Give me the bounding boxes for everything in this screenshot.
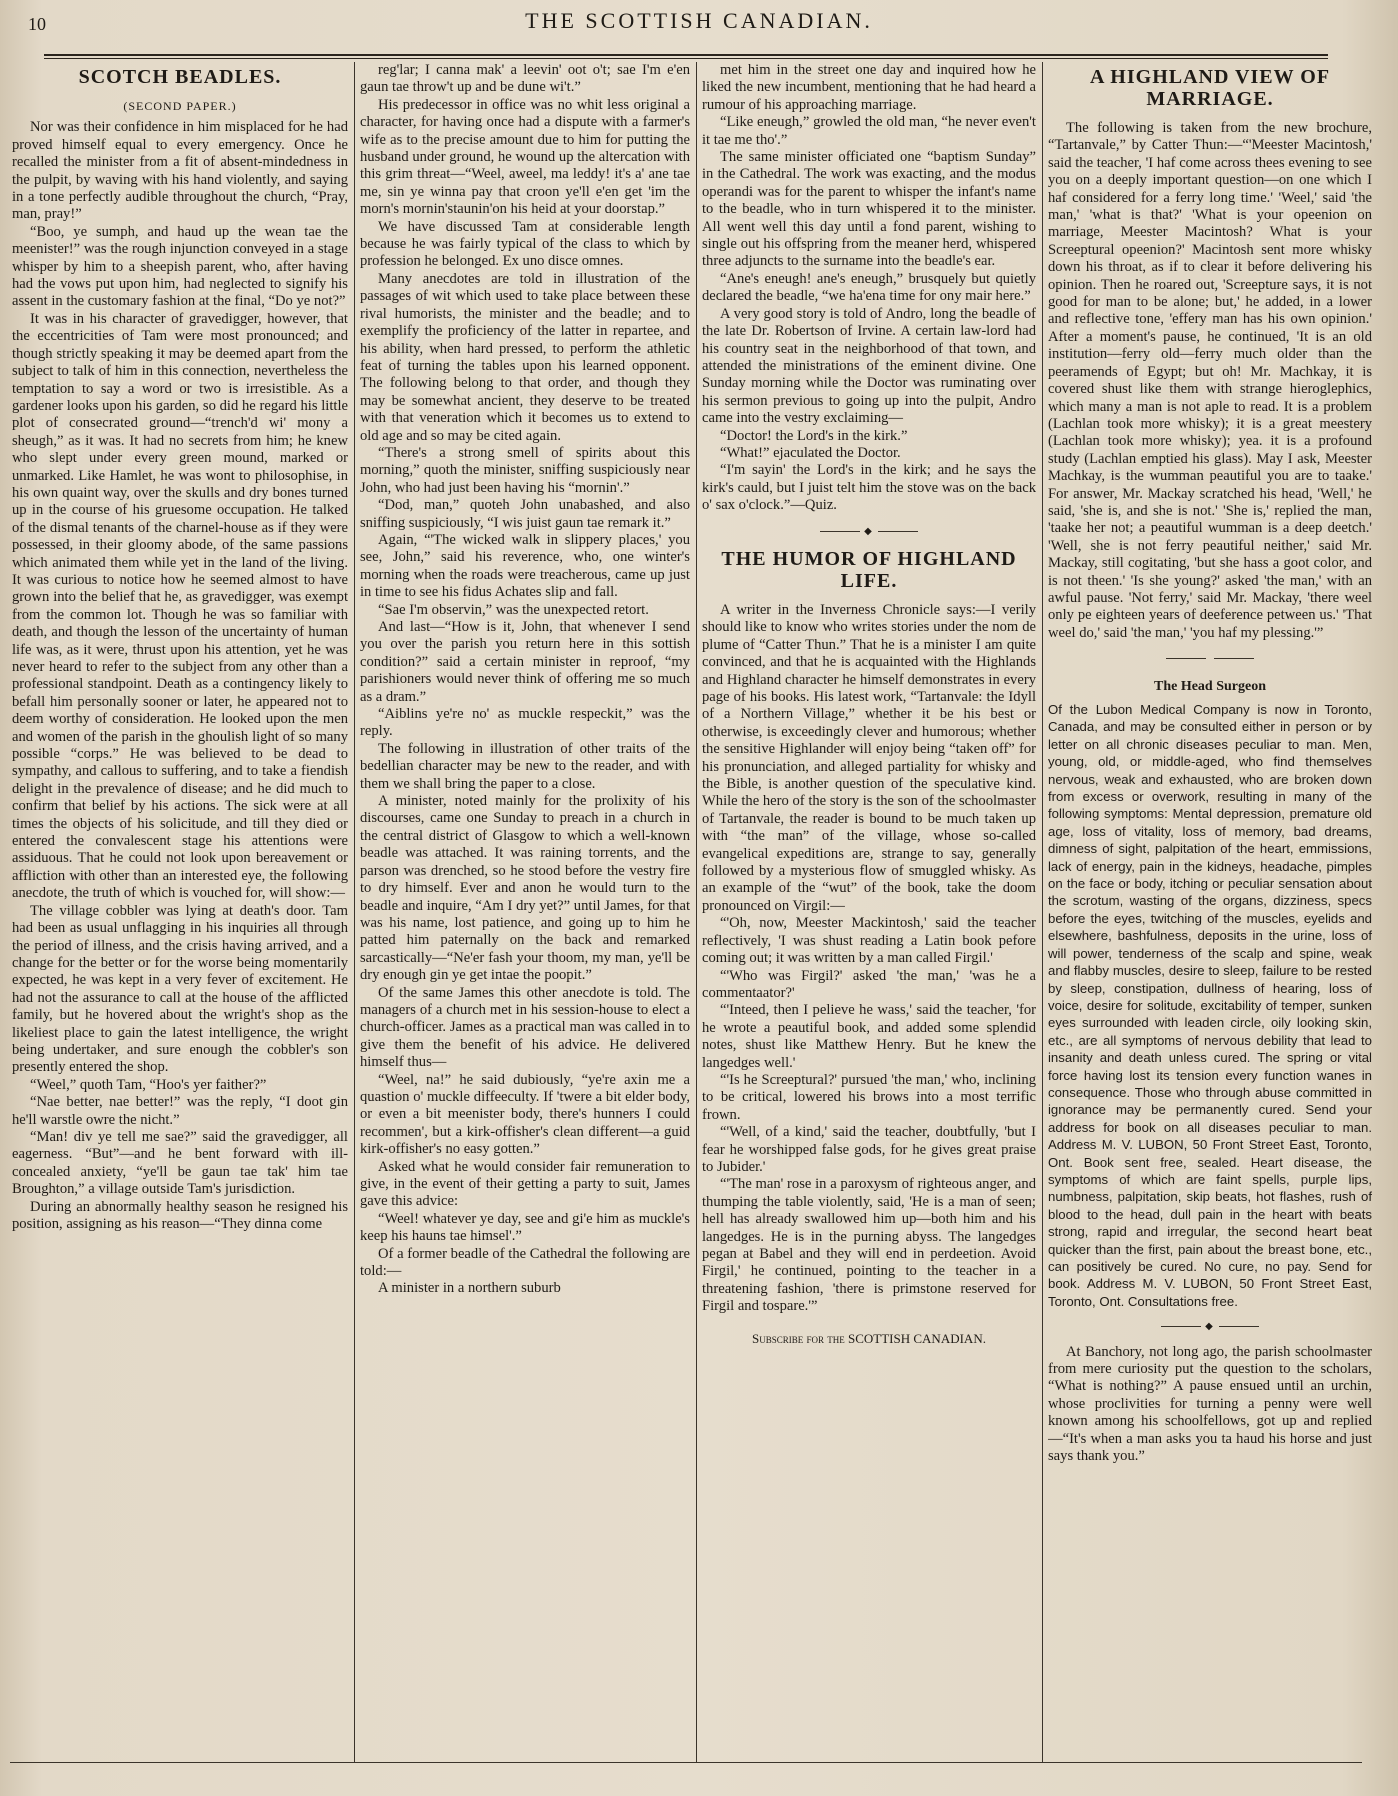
paragraph: Asked what he would consider fair remuneration to give, in the event of their getting a party to suit, James gave this advice: <box>360 1158 690 1210</box>
masthead: THE SCOTTISH CANADIAN. <box>525 8 873 33</box>
advertisement <box>1048 701 1372 1310</box>
ad-title: The Head Surgeon <box>1153 678 1266 694</box>
paragraph: “Ane's eneugh! ane's eneugh,” brusquely but quietly declared the beadle, “we ha'ena time for ony mair here.” <box>702 270 1036 305</box>
paragraph: We have discussed Tam at considerable length because he was fairly typical of the class to which by profession he belonged. Ex uno disce omnes. <box>360 218 690 270</box>
article-title-scotch-beadles: SCOTCH BEADLES. <box>78 66 282 88</box>
paragraph: “Doctor! the Lord's in the kirk.” <box>720 427 908 444</box>
paragraph: The same minister officiated one “baptism Sunday” in the Cathedral. The work was exacting, and the modus operandi was for the parent to whisper the infant's name to the beadle, who in turn whispered it to the minister. All went well this day until a fond parent, wishing to single out his offspring from the meaner herd, whispered three adjuncts to the surname into the beadle's ear. <box>702 149 1036 270</box>
paragraph: “There's a strong smell of spirits about this morning,” quoth the minister, sniffing suspiciously near John, who had just been having his “mornin'.” <box>360 444 690 496</box>
paragraph: “I'm sayin' the Lord's in the kirk; and he says the kirk's cauld, but I juist telt him the stove was on the back o' sax o'clock.”—Quiz. <box>702 462 1036 514</box>
paragraph: “Boo, ye sumph, and haud up the wean tae the meenister!” was the rough injunction conveyed in a stage whisper by him to a sheepish parent, who, after having had the vows put upon him, had neglected to signify his assent in the customary fashion at the final, “Do ye not?” <box>12 223 348 310</box>
columns <box>10 62 1372 1762</box>
paragraph: “'Inteed, then I pelieve he wass,' said the teacher, 'for he wrote a peautiful book, and added some splendid notes, shust like Matthew Henry. But he knew the langedges well.' <box>702 1002 1036 1071</box>
paragraph: “'The man' rose in a paroxysm of righteous anger, and thumping the table violently, said, 'He is a man of seen; hell has already swallowed him up—both him and his langedges. He is in the purning abyss. The langedges pegan at Babel and they will end in perdeetion. Avoid Firgil,' he continued, pointing to the teacher in a threatening fashion, 'there is primstone reserved for Firgil and tospare.'” <box>702 1176 1036 1315</box>
footer-rule <box>10 1762 1362 1763</box>
section-divider <box>1048 650 1372 667</box>
subscribe-note: Subscribe for the SCOTTISH CANADIAN. <box>752 1330 986 1346</box>
paragraph: Again, “'The wicked walk in slippery places,' you see, John,” said his reverence, who, one winter's morning when the roads were treacherous, came up just in time to see his fidus Achates slip and fall. <box>360 531 690 601</box>
column-divider <box>354 62 355 1762</box>
header-rule <box>44 54 1328 56</box>
paragraph: His predecessor in office was no whit less original a character, for having once had a dispute with a farmer's wife as to the precise amount due to him for putting the husband under ground, he wound up the altercation with this grim threat—“Weel, aweel, ma leddy! it's a' ane tae me, sin ye winna pay that croon ye'll e'en get 'im the morn's mornin'staunin'on his heid at your doorstap.” <box>360 96 690 218</box>
paragraph: A minister, noted mainly for the prolixity of his discourses, came one Sunday to preach in a church in the central district of Glasgow to which a well-known beadle was attached. It was raining torrents, and the parson was drenched, so he stood before the vestry fire to dry himself. Ever and anon he would turn to the beadle and inquire, “Am I dry yet?” until James, for that was his name, lost patience, and going up to him he patted him paternally on the back and remarked sarcastically—“Ne'er fash your thoom, my man, ye'll be dry enough gin ye get intae the poopit.” <box>360 793 690 984</box>
paragraph: Of a former beadle of the Cathedral the following are told:— <box>360 1245 690 1280</box>
paragraph: “Nae better, nae better!” was the reply, “I doot gin he'll warstle owre the nicht.” <box>12 1094 348 1128</box>
article-body <box>702 602 1036 1316</box>
paragraph: “Sae I'm observin,” was the unexpected retort. <box>378 601 649 618</box>
article-body <box>360 62 690 1298</box>
paragraph: And last—“How is it, John, that whenever I send you over the parish you return here in this sottish condition?” said a certain minister in reproof, “my parishioners would never think of offering me so much as a dram.” <box>360 619 690 705</box>
paragraph: “'Oh, now, Meester Mackintosh,' said the teacher reflectively, 'I was shust reading a Latin book pefore coming out; it was written by a man called Firgil.' <box>702 915 1036 967</box>
article-body <box>702 62 1036 515</box>
section-divider: ◆ <box>1048 1318 1372 1335</box>
article-body <box>1048 120 1372 642</box>
paragraph: Of the same James this other anecdote is told. The managers of a church met in his session-house to elect a church-officer. James as a practical man was called in to give them the benefit of his advice. He delivered himself thus— <box>360 984 690 1071</box>
section-divider: ◆ <box>702 523 1036 540</box>
paragraph: Of the Lubon Medical Company is now in Toronto, Canada, and may be consulted either in person or by letter on all chronic diseases peculiar to man. Men, young, old, or middle-aged, who find themselves nervous, weak and exhausted, who are broken down from excess or overwork, resulting in many of the following symptoms: Mental depression, premature old age, loss of vitality, loss of memory, bad dreams, dimness of sight, palpitation of the heart, emmissions, lack of energy, pain in the kidneys, headache, pimples on the face or body, itching or peculiar sensation about the scrotum, wasting of the organs, dizziness, specs before the eyes, twitching of the muscles, eyelids and elsewhere, bashfulness, deposits in the urine, loss of will power, tenderness of the scalp and spine, weak and flabby muscles, desire to sleep, failure to be rested by sleep, constipation, dullness of hearing, loss of voice, desire for solitude, excitability of temper, sunken eyes surrounded with leaden circle, oily looking skin, etc., are all symptoms of nervous debility that lead to insanity and death unless cured. The spring or vital force having lost its tension every function wanes in consequence. Those who through abuse committed in ignorance may be permanently cured. Send your address for book on all diseases peculiar to man. Address M. V. LUBON, 50 Front Street East, Toronto, Ont. Book sent free, sealed. Heart disease, the symptoms of which are faint spells, purple lips, numbness, palpitation, skip beats, hot flashes, rush of blood to the head, dull pain in the heart with beats strong, rapid and irregular, the second heart beat quicker than the first, pain about the breast bone, etc., can positively be cured. No cure, no pay. Send for book. Address M. V. LUBON, 50 Front Street East, Toronto, Ont. Consultations free. <box>1048 702 1372 1309</box>
header-rule-thin <box>44 58 1328 59</box>
paragraph: “'Is he Screeptural?' pursued 'the man,' who, inclining to be critical, lowered his brows into a most terrific frown. <box>702 1071 1036 1123</box>
paragraph: “Dod, man,” quoteh John unabashed, and also sniffing suspiciously, “I wis juist gaun tae remark it.” <box>360 497 690 531</box>
column-2 <box>360 62 690 1762</box>
paragraph: At Banchory, not long ago, the parish schoolmaster from mere curiosity put the question to the scholars, “What is nothing?” A pause ensued until an urchin, whose proclivities for turning a penny were well known among his schoolfellows, got up and replied—“It's when a man asks you ta haud his horse and just says thank you.” <box>1048 1343 1372 1465</box>
article-subtitle: (SECOND PAPER.) <box>123 99 237 113</box>
column-divider <box>696 62 697 1762</box>
paragraph: “Aiblins ye're no' as muckle respeckit,” was the reply. <box>360 706 690 740</box>
article-title-marriage: A HIGHLAND VIEW OF MARRIAGE. <box>1089 66 1331 110</box>
article-body <box>1048 1344 1372 1466</box>
column-divider <box>1042 62 1043 1762</box>
paragraph: “Weel, na!” he said dubiously, “ye're axin me a quastion o' muckle diffeeculty. If 'twere a bit elder body, or even a bit meenister body, there's hunners I could recommen', but a kirk-offisher's clean different—a guid kirk-offisher's no easy gotten.” <box>360 1071 690 1158</box>
paragraph: A minister in a northern suburb <box>378 1280 561 1297</box>
paragraph: “Weel! whatever ye day, see and gi'e him as muckle's keep his hauns tae himsel'.” <box>360 1210 690 1245</box>
paragraph: The following is taken from the new brochure, “Tartanvale,” by Catter Thun:—“'Meester Macintosh,' said the teacher, 'I haf come across thees evening to see you on a deeply important question—on one which I haf considered for a ferry long time.' 'Weel,' said 'the man,' 'what is that?' 'What is your opeenion on marriage, Meester Macintosh? What is your Screeptural opeenion?' Macintosh sent more whisky down his throat, as if to clear it before delivering his opinion. Then he roared out, 'Screepture says, it is not good for man to be alone; but,' he added, in a lower and reflective tone, 'effery man has his own opinion.' After a moment's pause, he continued, 'It is an old institution—ferry old—ferry much older than the peeramends of Egypt; but oh! Mr. Machkay, it is covered shust like them with strange hieroglephics, which many a man is not aple to read. It is a problem (Lachlan took more whisky); it is a great meestery (Lachlan took more whisky); yea. it is a profound study (Lachlan emptied his glass). May I ask, Meester Machkay, is the wumman peautiful you are to taake.' For answer, Mr. Mackay scratched his head, 'Well,' he said, 'she is, and she is not.' 'She is,' replied the man, 'taake her not; a peautiful wumman is a deep deetch.' 'Well, she is not ferry peautiful neither,' said Mr. Mackay, still cogitating, 'but she hass a goot color, and is not theen.' 'Is she young?' asked 'the man,' with an awful pause. 'Not ferry,' said Mr. Mackay, 'there weel only pe eighteen years of deeference petween us.' 'That weel do,' said 'the man,' 'you haf my plessing.'” <box>1048 120 1372 641</box>
paragraph: “Like eneugh,” growled the old man, “he never even't it tae me tho'.” <box>702 114 1036 148</box>
paragraph: The following in illustration of other traits of the bedellian character may be new to the reader, and with them we shall bring the paper to a close. <box>360 740 690 792</box>
column-4 <box>1048 62 1372 1762</box>
paragraph: met him in the street one day and inquired how he liked the new incumbent, mentioning that he had heard a rumour of his approaching marriage. <box>702 62 1036 113</box>
column-3 <box>702 62 1036 1762</box>
paragraph: It was in his character of gravedigger, however, that the eccentricities of Tam were most pronounced; and though strictly speaking it may be deemed apart from the subject to talk of him in this connection, nevertheless the temptation to say a word or two is irresistible. As a gardener looks upon his garden, so did he regard his little plot of consecrated ground—“trench'd wi' mony a sheugh,” as it was. It had no secrets from him; he knew who slept under every green mound, marked or unmarked. Like Hamlet, he was wont to philosophise, in his own quaint way, over the skulls and dry bones turned up in the course of his gruesome occupation. He talked of the dismal tenants of the charnel-house as if they were possessed, in their gloomy abode, of the same passions which animated them while yet in the land of the living. It was curious to notice how he seemed almost to have grown into the belief that he, as gravedigger, was exempt from the common lot. Though he was so familiar with death, and though the lesson of the uncertainty of human life was, as it were, thrust upon his attention, yet he was never heard to refer to the subject from any other than a professional standpoint. Death as a contingency likely to befall him personally sooner or later, he appeared not to deem worthy of consideration. He looked upon the men and women of the parish in the ghoulish light of so many possible “corps.” He was believed to be dead to sympathy, and callous to suffering, and to take a fiendish delight in the prevalence of disease; and he did much to confirm that belief by his actions. The sick were at all times the objects of his solicitude, and till they died or entered the convalescent stage his attentions were assiduous. That he could not look upon bereavement or affliction with other than an interested eye, the following anecdote, the truth of which is vouched for, will show:— <box>12 310 348 902</box>
article-title-humor: THE HUMOR OF HIGHLAND LIFE. <box>721 547 1017 592</box>
paragraph: A very good story is told of Andro, long the beadle of the late Dr. Robertson of Irvine. A certain law-lord had his country seat in the neighborhood of that town, and attended the ministrations of the eminent divine. One Sunday morning while the Doctor was ruminating over his sermon previous to going up into the pulpit, Andro came into the vestry exclaiming— <box>702 305 1036 427</box>
paragraph: “Man! div ye tell me sae?” said the gravedigger, all eagerness. “But”—and he bent forward with ill-concealed anxiety, “ye'll be gaun tae tak' him tae Broughton,” a village outside Tam's jurisdiction. <box>12 1128 348 1198</box>
paragraph: “'Well, of a kind,' said the teacher, doubtfully, 'but I fear he worshipped false gods, for he gives great praise to Jubider.' <box>702 1124 1036 1175</box>
article-body <box>12 119 348 1233</box>
paragraph: “'Who was Firgil?' asked 'the man,' 'was he a commentaator?' <box>702 967 1036 1001</box>
paragraph: During an abnormally healthy season he resigned his position, assigning as his reason—“They dinna come <box>12 1198 348 1232</box>
paragraph: Many anecdotes are told in illustration of the passages of wit which used to take place between these rival humorists, the minister and the beadle; and to exemplify the proficiency of the latter in repartee, and his ability, when hard pressed, to perform the athletic feat of turning the tables upon his learned opponent. The following belong to that order, and though they may be somewhat ancient, they deserve to be treated with that veneration which it becomes us to extend to old age and so may be cited again. <box>360 270 690 444</box>
paragraph: “Weel,” quoth Tam, “Hoo's yer faither?” <box>30 1076 267 1093</box>
paragraph: A writer in the Inverness Chronicle says:—I verily should like to know who writes stories under the nom de plume of “Catter Thun.” That he is a minister I am quite convinced, and that he is acquainted with the Highlands and Highland character he himself demonstrates in every page of his books. His latest work, “Tartanvale: the Idyll of a Northern Village,” whether it be his best or otherwise, is exceedingly clever and humorous; whether the sensitive Highlander will enjoy being “taken off” for his pronunciation, and alleged partiality for whisky and the Bible, is another question of the speculative kind. While the hero of the story is the son of the schoolmaster of Tartanvale, the reader is bound to be much taken up with “the man” of the village, whose so-called evangelical expeditions are, strange to say, generally followed by a mysterious flow of smuggled whisky. As an example of the “wut” of the book, take the doom pronounced on Virgil:— <box>702 601 1036 914</box>
column-1 <box>12 62 348 1762</box>
paragraph: “What!” ejaculated the Doctor. <box>720 444 901 461</box>
paragraph: The village cobbler was lying at death's door. Tam had been as usual unflagging in his inquiries all through the period of illness, and the crisis having arrived, and a change for the better or for the worse being momentarily expected, he was kept in a very fever of excitement. He had not the assurance to call at the house of the afflicted family, but he hovered about the wright's shop as the likeliest place to gain the latest intelligence, the wright being undertaker, and sure enough the cobbler's son presently entered the shop. <box>12 902 348 1076</box>
paragraph: reg'lar; I canna mak' a leevin' oot o't; sae I'm e'en gaun tae throw't up and be dune wi't.” <box>360 62 690 96</box>
paragraph: Nor was their confidence in him misplaced for he had proved himself equal to every emergency. Once he recalled the minister from a fit of absent-mindedness in the pulpit, by waving with his hand violently, and saying in a tone perfectly audible throughout the church, “Pray, man, pray!” <box>12 119 348 223</box>
page-number: 10 <box>28 14 46 34</box>
